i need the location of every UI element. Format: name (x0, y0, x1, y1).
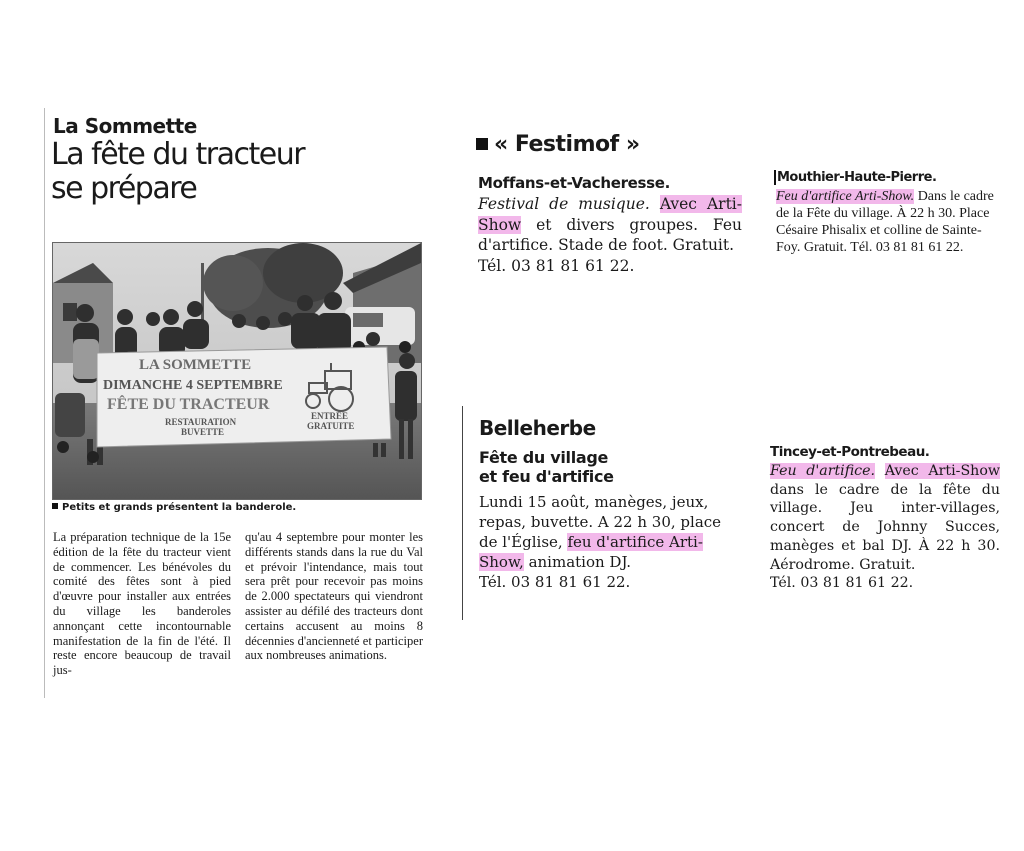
article-subtitle (479, 448, 709, 486)
article-town: Moffans-et-Vacheresse. (478, 174, 671, 192)
caption-text: Petits et grands présentent la banderole. (62, 502, 297, 513)
headline-line: se prépare (51, 171, 197, 206)
article-body (776, 188, 1004, 256)
subtitle-line: et feu d'artifice (479, 467, 614, 486)
article-town: La Sommette (53, 114, 197, 138)
article-body (770, 462, 1000, 593)
banner-text: FÊTE DU TRACTEUR (107, 396, 270, 413)
photo-caption (52, 502, 296, 513)
article-festimof (458, 124, 744, 302)
article-belleherbe (462, 406, 749, 620)
article-body (478, 194, 742, 276)
bullet-square-icon (52, 503, 58, 509)
body-text: Lundi 15 août, manèges, jeux, repas, buvette. A 22 h 30, place de l'Église, (479, 493, 722, 551)
banner-text: LA SOMMETTE (139, 357, 252, 373)
article-tincey (764, 440, 1006, 618)
article-body (53, 530, 423, 678)
headline-line: La fête du tracteur (51, 137, 305, 172)
body-text: et divers groupes. Feu d'artifice. Stade de foot. Gratuit. (478, 215, 742, 254)
bullet-square-icon (476, 138, 488, 150)
body-text: Dans le cadre de la Fête du village. À 22 h 30. Place Césaire Phisalix et colline de Sainte-Foy. Gratuit. Tél. 03 81 81 61 22. (776, 189, 994, 255)
highlighted-text: Feu d'artifice. (770, 463, 876, 479)
article-title (476, 132, 640, 157)
subtitle-line: Fête du village (479, 448, 609, 467)
banner-text: ENTRÉE (311, 411, 349, 421)
article-la-sommette (44, 108, 425, 698)
highlighted-text: Avec Arti-Show (884, 463, 1001, 479)
highlighted-text: feu d'artifice Arti-Show, (479, 533, 703, 571)
phone-number: Tél. 03 81 81 61 22. (479, 573, 631, 591)
highlighted-text: Feu d'artifice Arti-Show. (776, 189, 915, 204)
article-photo (52, 242, 422, 500)
banner-text: BUVETTE (181, 427, 225, 437)
article-column: La préparation technique de la 15e édition de la fête du tracteur vient de commencer. Les bénévoles du comité des fêtes sont à pied d'œuvre pour installer aux entrées du village les banderoles annonçant cette incontournable manifestation de la fin de l'été. Il reste encore beaucoup de travail jus- (53, 530, 231, 678)
body-italic: Festival de musique. (478, 195, 650, 213)
banner-text: DIMANCHE 4 SEPTEMBRE (103, 378, 283, 393)
article-town: Tincey-et-Pontrebeau. (770, 444, 930, 460)
highlighted-text: Avec Arti-Show (478, 195, 742, 234)
article-body (479, 492, 743, 592)
title-text: « Festimof » (494, 132, 640, 157)
banner-text: RESTAURATION (165, 417, 237, 427)
phone-number: Tél. 03 81 81 61 22. (770, 575, 914, 592)
body-text: animation DJ. (528, 553, 632, 571)
article-headline (51, 138, 421, 206)
article-town: Mouthier-Haute-Pierre. (774, 170, 936, 185)
banner-text: GRATUITE (307, 421, 355, 431)
article-town: Belleherbe (479, 416, 596, 440)
article-mouthier (772, 166, 1008, 286)
phone-number: Tél. 03 81 81 61 22. (478, 256, 635, 275)
article-column: qu'au 4 septembre pour monter les différents stands dans la rue du Val et prévoir l'intendance, mais tout sera prêt pour recevoir pas moins de 2.000 spectateurs qui viendront assister au défilé des tracteurs dont certains accusent au moins 8 décennies d'ancienneté et participer aux nombreuses animations. (245, 530, 423, 663)
body-text: dans le cadre de la fête du village. Jeu inter-villages, concert de Johnny Succes, manèges et bal DJ. À 22 h 30. Aérodrome. Gratuit. (770, 481, 1000, 573)
